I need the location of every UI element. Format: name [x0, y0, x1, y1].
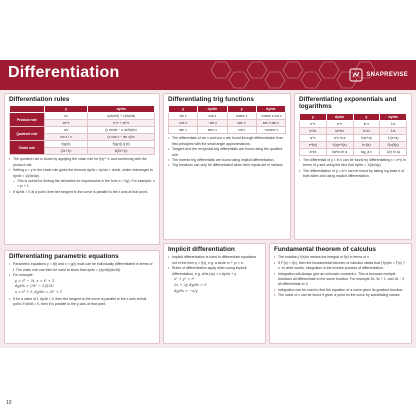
trig-cell: −cosec² x	[256, 127, 285, 134]
trig-cell: sec x tan x	[256, 120, 285, 127]
note-item: • The differential of y = ln x can be found by differentiating x = e^y in terms of y and using the fact that dy/dx = 1/(dx/dy).	[299, 158, 407, 169]
snaprevise-logo-icon	[349, 68, 363, 82]
note-item: • If for a value of t, dy/dt = 0, then the tangent to the curve is parallel to the x-axis at that point. If dx/dt = 0, then it is parallel to the y-axis at that point.	[9, 297, 155, 308]
note-item: • Integration can be used to find the equation of a curve given its gradient function.	[274, 288, 407, 293]
rules-table	[9, 105, 155, 155]
rules-header-blank	[10, 106, 45, 113]
rules-cell: u(dv/dx) + v(du/dx)	[88, 113, 155, 120]
rules-cell: 6(2x+1)²	[88, 148, 155, 155]
note-item: • If F′(x) = f(x), then the fundamental theorem of calculus states that ∫ f(x)dx = F(x) + c. In other words, integration is the inverse process of differentiation.	[274, 261, 407, 272]
brand-name: SNAPREVISE	[366, 72, 408, 78]
rules-cell: (2x+1)³	[44, 148, 88, 155]
trig-header: y	[227, 106, 256, 113]
trig-cell: −sin x	[198, 120, 227, 127]
note-item: • Rules of differentiation apply when using implicit differentiation, e.g. d/dx (xy) = x dy/dx + y.	[168, 266, 261, 277]
trig-cell: sec x	[227, 120, 256, 127]
note-item: • The differentials of sin x and cos x are found through differentiation from first principles with the small angle approximations.	[168, 136, 286, 147]
rules-cell: (v du/dx − u dv/dx)/v²	[88, 127, 155, 134]
trig-notes	[164, 135, 290, 169]
exp-title: Differentiating exponentials and logarithms	[299, 96, 397, 111]
param-notes	[5, 261, 159, 278]
param-equation: y = t³ − 2t, x = t² + 1	[15, 278, 55, 283]
exp-card	[294, 93, 412, 240]
rules-header-dydx: dy/dx	[88, 106, 155, 113]
rules-cell: f(g(x))	[44, 141, 88, 148]
param-card	[4, 250, 160, 344]
rules-cell: u/v	[44, 127, 88, 134]
exp-header: dy/dx	[380, 113, 407, 120]
trig-cell: sec² x	[198, 127, 227, 134]
trig-cell: cos x	[198, 113, 227, 120]
param-equation: x = t³ + t, dy/dx = 3t² + 1	[15, 290, 63, 295]
note-item: • The differentiation of y = a^x can be found by taking log base e of both sides and using implicit differentiation.	[299, 169, 407, 180]
exp-cell: f′(x)/f(x)	[380, 141, 407, 148]
exp-cell: 1/(x+a)	[380, 134, 407, 141]
exp-cell: ln(x+a)	[353, 134, 380, 141]
trig-cell: sin x	[169, 113, 198, 120]
note-item: • Tangent and the reciprocal trig differentials are found using the quotient rule.	[168, 147, 286, 158]
rules-notes	[5, 156, 159, 195]
rules-row-label: Product rule	[10, 113, 45, 127]
exp-table	[299, 113, 407, 156]
trig-header: dy/dx	[256, 106, 285, 113]
ftc-notes	[270, 254, 411, 298]
ftc-card	[269, 243, 412, 344]
exp-cell: ka^kx ln a	[326, 148, 353, 155]
note-item: • Parametric equations y = f(t) and x = g(t) must can be individually differentiated in terms of t. The chain rule can then be used to show that dy/dx = (dy/dt)/(dx/dt).	[9, 262, 155, 273]
exp-cell: ln kx	[353, 127, 380, 134]
page-number: 10	[6, 400, 12, 406]
implicit-title: Implicit differentiation	[168, 246, 235, 253]
note-item: – This is useful for finding the derivative for expressions in the form x = f(y). For example: x = y² + 1.	[9, 179, 155, 190]
exp-cell: e^kx	[300, 127, 327, 134]
exp-cell: ln x	[353, 120, 380, 127]
note-item: • The value of c can be found if given a point on the curve by substituting values.	[274, 293, 407, 298]
exp-cell: f′(x)e^f(x)	[326, 141, 353, 148]
rules-cell: sin x / x	[44, 134, 88, 141]
rules-header-y: y	[44, 106, 88, 113]
exp-header: dy/dx	[326, 113, 353, 120]
rules-row-label: Chain rule	[10, 141, 45, 155]
exp-cell: e^f(x)	[300, 141, 327, 148]
note-item: • Trig functions can only be differentiated when their inputs are in radians.	[168, 163, 286, 168]
implicit-equation: 2x + 2y dy/dx = 0	[174, 282, 207, 287]
exp-header: y	[353, 113, 380, 120]
note-item: • Setting u = y in the chain rule gives the formula dy/dx = dy/du × du/dx, which rearranges to dy/dx = 1/(dx/dy).	[9, 168, 155, 179]
ftc-title: Fundamental theorem of calculus	[274, 246, 376, 253]
rules-cell: f′(g(x)) g′(x)	[88, 141, 155, 148]
page-title: Differentiation	[8, 64, 120, 81]
trig-cell: cot x	[227, 127, 256, 134]
rules-cell: (x cos x − sin x)/x²	[88, 134, 155, 141]
param-equation: dy/dx = (3t² − 2)/(2t)	[15, 284, 54, 289]
exp-cell: a^x ln a	[326, 134, 353, 141]
title-banner	[0, 60, 416, 90]
trig-header: dy/dx	[198, 106, 227, 113]
rules-title: Differentiation rules	[9, 96, 70, 103]
note-item: • Integration will always give an unknown constant c. This is because multiple functions all differentiate to the same function. For example 3x, 3x + 1, and 3x − 2 all differentiate to 3.	[274, 272, 407, 288]
implicit-equation: dy/dx = −x/y	[174, 288, 198, 293]
implicit-equation: x² + y² = r²	[174, 277, 195, 282]
note-item: • The inverse trig differentials are found using implicit differentiation.	[168, 158, 286, 163]
exp-cell: e^x	[326, 120, 353, 127]
exp-notes	[295, 157, 411, 180]
implicit-card	[163, 243, 266, 344]
exp-cell: 1/x	[380, 120, 407, 127]
trig-cell: tan x	[169, 127, 198, 134]
param-title: Differentiating parametric equations	[9, 253, 119, 260]
exp-cell: 1/(x ln a)	[380, 148, 407, 155]
note-item: • If dy/dx = 0 at a point, then the tangent to the curve is parallel to the x axis at that point.	[9, 190, 155, 195]
trig-cell: −cosec x cot x	[256, 113, 285, 120]
implicit-notes	[164, 254, 265, 277]
trig-title: Differentiating trig functions	[168, 96, 254, 103]
rules-row-label: Quotient rule	[10, 127, 45, 141]
exp-cell: log_a x	[353, 148, 380, 155]
note-item: • Implicit differentiation is used to differentiate equations not in the form y = f(x), e.g. a circle x² + y² = r².	[168, 255, 261, 266]
rules-cell: xe^x	[44, 120, 88, 127]
note-item: • The notation ∫ f(x)dx means the integral of f(x) in terms of x.	[274, 255, 407, 260]
exp-cell: ln f(x)	[353, 141, 380, 148]
rules-cell: e^x + xe^x	[88, 120, 155, 127]
trig-card	[163, 93, 291, 240]
exp-cell: ke^kx	[326, 127, 353, 134]
note-item: • The quotient rule is found by applying the chain rule for f(x)^−1 and combining with the product rule.	[9, 157, 155, 168]
rules-card	[4, 93, 160, 245]
exp-header: y	[300, 113, 327, 120]
param-notes-2	[5, 296, 159, 308]
exp-cell: a^x	[300, 134, 327, 141]
trig-cell: cos x	[169, 120, 198, 127]
rules-cell: uv	[44, 113, 88, 120]
trig-cell: cosec x	[227, 113, 256, 120]
trig-table	[168, 105, 286, 134]
exp-cell: a^kx	[300, 148, 327, 155]
brand-logo	[349, 67, 408, 83]
exp-cell: e^x	[300, 120, 327, 127]
exp-cell: 1/x	[380, 127, 407, 134]
note-item: • For example:	[9, 273, 155, 278]
trig-header: y	[169, 106, 198, 113]
